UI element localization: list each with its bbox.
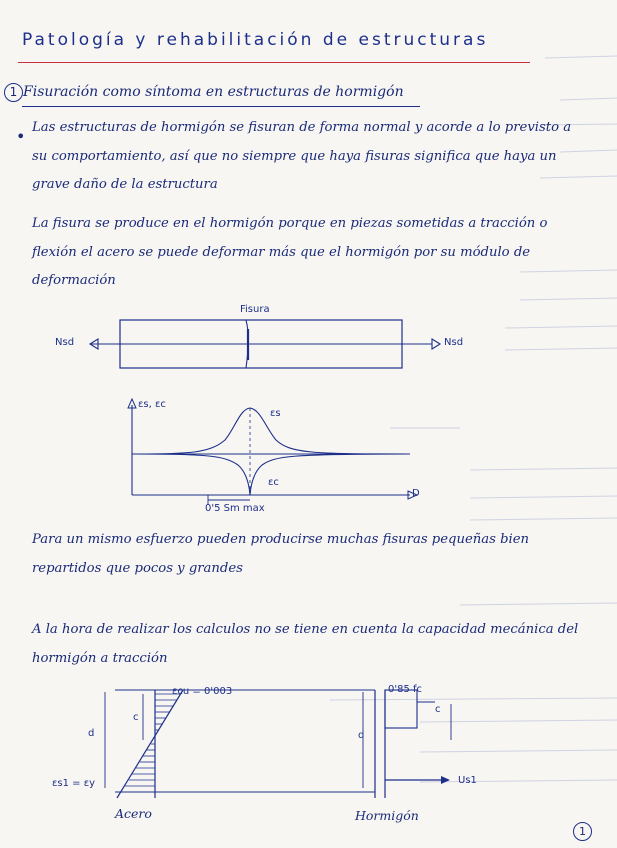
fisura-label: Fisura	[240, 304, 270, 315]
c-label-right: c	[435, 704, 441, 715]
concrete-strain-curve	[135, 454, 410, 495]
y-axis-label: εs, εc	[138, 399, 166, 410]
paragraph-3: Para un mismo esfuerzo pueden producirse muchas fisuras pequeñas bien repartidos que pocos y grandes	[32, 532, 530, 576]
d-label-left: d	[88, 728, 95, 739]
nsd-left-label: Nsd	[55, 337, 75, 348]
paragraph-1: Las estructuras de hormigón se fisuran de forma normal y acorde a lo previsto a su comportamiento, así que no siempre que haya fisuras significa que haya un grave daño de la estructura	[32, 120, 572, 192]
figure-cracked-member	[70, 305, 470, 385]
section-title: Fisuración como síntoma en estructuras de hormigón	[23, 84, 404, 100]
es1-label: εs1 = εy	[52, 778, 96, 789]
caption-acero: Acero	[115, 806, 152, 821]
d-label-right: d	[358, 730, 365, 741]
fc-label: 0'85 fc	[388, 684, 423, 695]
bullet-icon: •	[16, 127, 26, 146]
caption-hormigon: Hormigón	[355, 808, 419, 823]
us1-arrow-icon	[441, 776, 450, 784]
paragraph-2: La fisura se produce en el hormigón porque en piezas sometidas a tracción o flexión el acero se puede deformar más que el hormigón por su módulo de deformación	[32, 216, 548, 288]
right-arrow-icon	[432, 339, 440, 349]
section-underline	[22, 106, 420, 107]
title-underline	[18, 62, 530, 63]
figure-section-diagrams	[75, 680, 495, 810]
page-title: Patología y rehabilitación de estructuras	[22, 30, 489, 50]
stress-block	[385, 690, 417, 728]
strain-line	[117, 690, 183, 798]
nsd-right-label: Nsd	[444, 337, 464, 348]
steel-curve-label: εs	[270, 408, 281, 419]
page-number-badge: 1	[573, 822, 592, 841]
paragraph-4: A la hora de realizar los calculos no se tiene en cuenta la capacidad mecánica del hormigón a tracción	[32, 622, 579, 666]
x-axis-label: D	[412, 488, 420, 499]
spacing-label: 0'5 Sm max	[205, 503, 265, 514]
us1-label: Us1	[458, 775, 477, 786]
concrete-curve-label: εc	[268, 477, 279, 488]
c-label-left: c	[133, 712, 139, 723]
section-number-badge: 1	[4, 83, 23, 102]
ecu-label: εcu = 0'003	[172, 686, 233, 697]
